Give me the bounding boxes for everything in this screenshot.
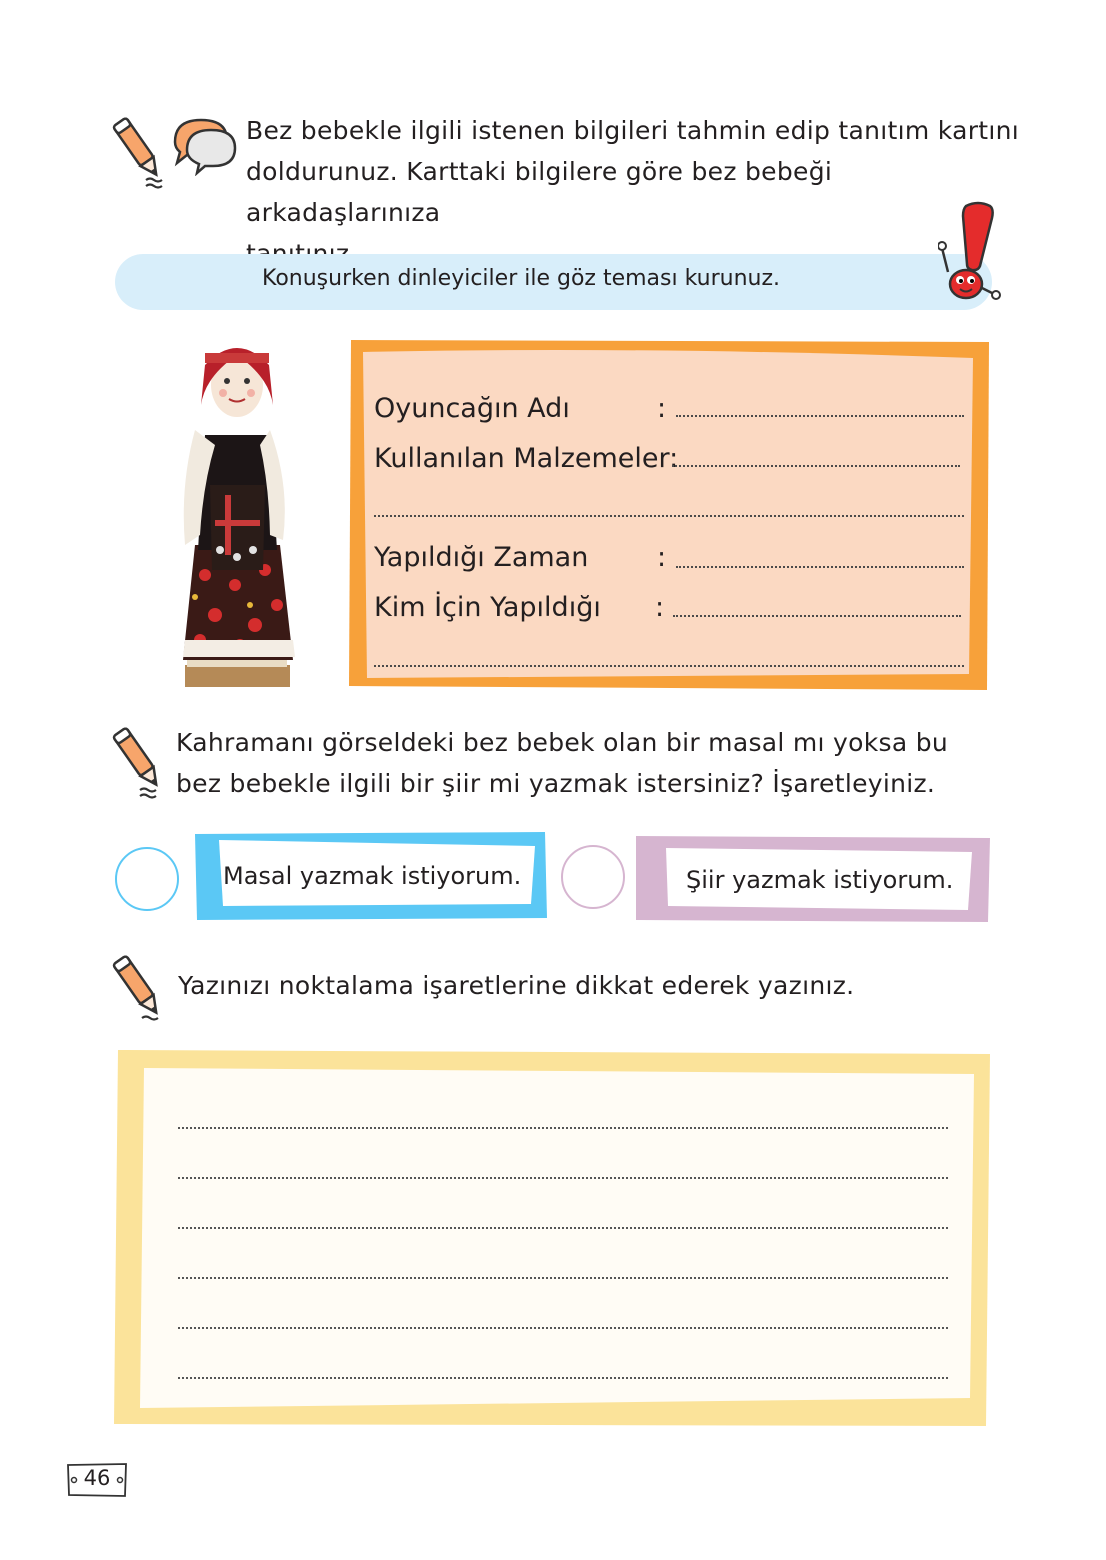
instruction-line: Bez bebekle ilgili istenen bilgileri tahmin edip tanıtım kartını xyxy=(246,116,1020,145)
exclamation-mascot-icon xyxy=(938,198,1010,304)
tip-text: Konuşurken dinleyiciler ile göz teması kurunuz. xyxy=(261,266,781,291)
for-whom-answer-line[interactable] xyxy=(673,615,961,617)
instruction-line: doldurunuz. Karttaki bilgilere göre bez bebeği arkadaşlarınıza xyxy=(246,157,833,227)
colon: : xyxy=(657,542,667,573)
writing-line[interactable] xyxy=(178,1377,948,1379)
colon: : xyxy=(657,393,667,424)
card-for-whom-label: Kim İçin Yapıldığı xyxy=(374,592,601,623)
writing-box-frame xyxy=(112,1046,994,1428)
writing-line[interactable] xyxy=(178,1127,948,1129)
pencil-icon xyxy=(112,110,166,190)
writing-line[interactable] xyxy=(178,1327,948,1329)
time-answer-line[interactable] xyxy=(676,566,964,568)
speech-bubbles-icon xyxy=(165,112,240,176)
writing-line[interactable] xyxy=(178,1277,948,1279)
poem-choice-radio[interactable] xyxy=(561,845,625,909)
cloth-doll-image xyxy=(165,335,310,690)
instruction-line: Yazınızı noktalama işaretlerine dikkat ederek yazınız. xyxy=(178,971,855,1000)
instruction-line: bez bebekle ilgili bir şiir mi yazmak istersiniz? İşaretleyiniz. xyxy=(176,769,936,798)
pencil-icon xyxy=(112,948,166,1028)
poem-option-label[interactable]: Şiir yazmak istiyorum. xyxy=(686,866,954,894)
card-time-label: Yapıldığı Zaman xyxy=(374,542,589,573)
tale-choice-radio[interactable] xyxy=(115,847,179,911)
name-answer-line[interactable] xyxy=(676,415,964,417)
pencil-icon xyxy=(112,720,166,800)
colon: : xyxy=(655,592,665,623)
materials-answer-line[interactable] xyxy=(672,465,960,467)
tale-option-label[interactable]: Masal yazmak istiyorum. xyxy=(223,862,522,890)
writing-line[interactable] xyxy=(178,1177,948,1179)
writing-line[interactable] xyxy=(178,1227,948,1229)
page-number: 46 xyxy=(83,1466,111,1490)
instruction-line: Kahramanı görseldeki bez bebek olan bir masal mı yoksa bu xyxy=(176,728,949,757)
materials-answer-line-2[interactable] xyxy=(374,515,964,517)
card-name-label: Oyuncağın Adı xyxy=(374,393,570,424)
card-materials-label: Kullanılan Malzemeler: xyxy=(374,443,679,474)
for-whom-answer-line-2[interactable] xyxy=(374,665,964,667)
